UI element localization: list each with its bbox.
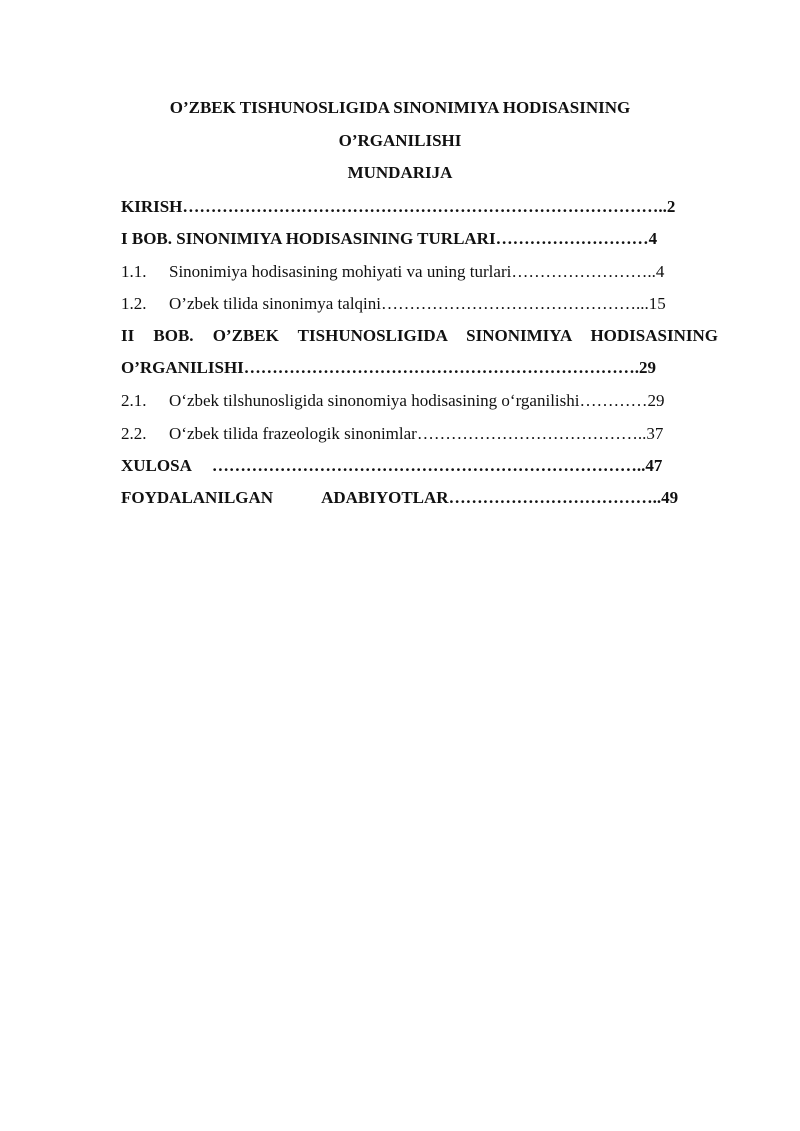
xulosa-page: …………………………………………………………………..47: [211, 456, 663, 475]
section-number: 1.2.: [121, 294, 147, 313]
toc-entry-section-1-2: [121, 294, 718, 314]
toc-entry-chapter-2-line1: II BOB. O’ZBEK TISHUNOSLIGIDA SINONIMIYA HODISASINING: [121, 326, 718, 345]
document-title-line2: O’RGANILISHI: [338, 131, 462, 150]
section-title: O’zbek tilida sinonimya talqini………………………………………...15: [169, 294, 666, 313]
toc-entry-chapter-2-line2: O’RGANILISHI…………………………………………………………….29: [121, 358, 657, 377]
toc-entry-xulosa: [121, 456, 718, 476]
toc-entry-section-2-1: [121, 391, 718, 411]
adabiyotlar-page: ADABIYOTLAR………………………………..49: [321, 488, 679, 507]
toc-entry-section-2-2: [121, 424, 718, 444]
section-title: O‘zbek tilshunosligida sinonomiya hodisasining o‘rganilishi…………29: [169, 391, 665, 410]
toc-entry-chapter-1: I BOB. SINONIMIYA HODISASINING TURLARI………………………4: [121, 229, 658, 248]
toc-entry-kirish: KIRISH…………………………………………………………………………..2: [121, 197, 676, 216]
section-title: Sinonimiya hodisasining mohiyati va uning turlari……………………..4: [169, 262, 665, 281]
document-title-line1: O’ZBEK TISHUNOSLIGIDA SINONIMIYA HODISASINING: [169, 98, 631, 117]
toc-entry-foydalanilgan-adabiyotlar: [121, 488, 718, 508]
section-title: O‘zbek tilida frazeologik sinonimlar…………………………………..37: [169, 424, 664, 443]
section-number: 1.1.: [121, 262, 147, 281]
section-number: 2.1.: [121, 391, 147, 410]
toc-entry-section-1-1: [121, 262, 718, 282]
foydalanilgan-label: FOYDALANILGAN: [121, 488, 274, 507]
xulosa-label: XULOSA: [121, 456, 192, 475]
contents-heading: MUNDARIJA: [347, 163, 453, 182]
section-number: 2.2.: [121, 424, 147, 443]
